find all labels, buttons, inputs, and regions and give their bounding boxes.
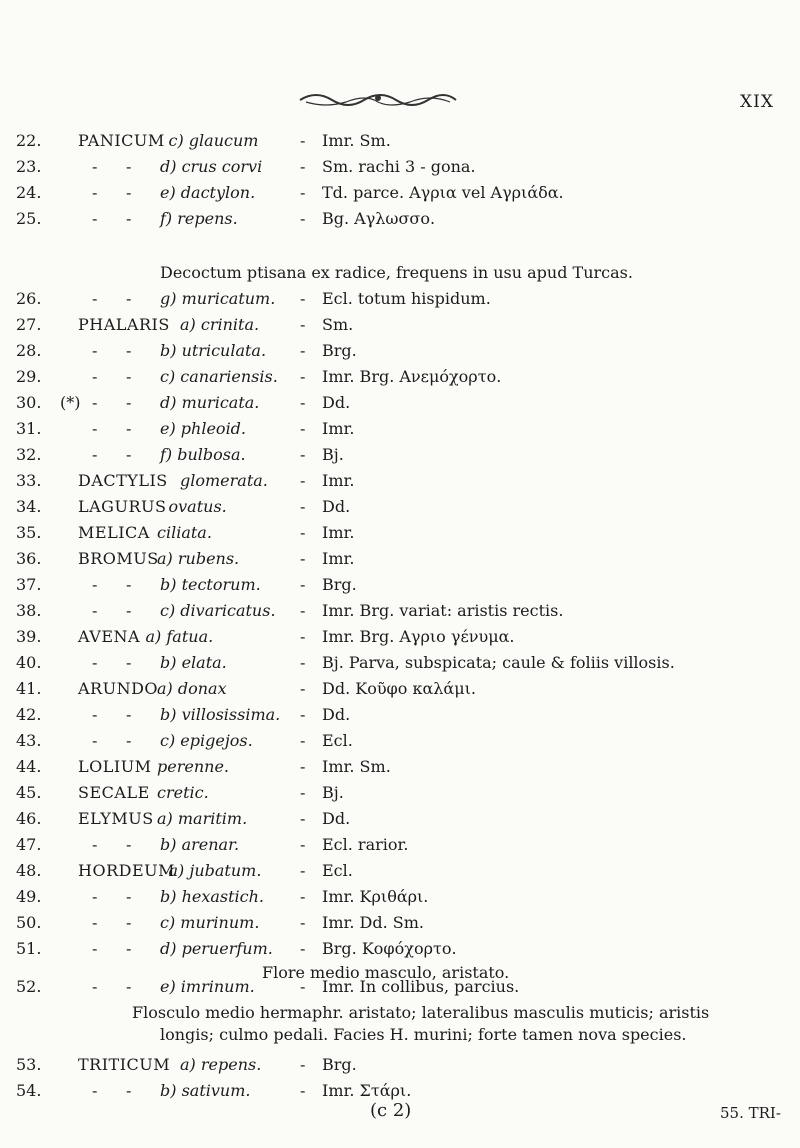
entry-number: 28.: [16, 341, 42, 360]
entry-locality: Imr. Sm.: [322, 131, 391, 150]
entry-species: b) elata.: [160, 653, 227, 672]
ditto-dash: -: [92, 367, 98, 386]
entry-separator: -: [300, 653, 306, 672]
ditto-dash: -: [126, 705, 132, 724]
entry-number: 51.: [16, 939, 42, 958]
entry-row: [0, 806, 800, 832]
entry-row: [0, 572, 800, 598]
entry-species: b) hexastich.: [160, 887, 265, 906]
entry-genus: TRITICUM: [78, 1055, 171, 1074]
entry-genus: MELICA: [78, 523, 150, 542]
ditto-dash: -: [126, 341, 132, 360]
entry-locality: Imr. Brg. Αγριο γένυμα.: [322, 627, 515, 646]
signature-mark: (c 2): [370, 1100, 412, 1121]
entry-species: d) peruerfum.: [160, 939, 273, 958]
entry-separator: -: [300, 627, 306, 646]
entry-separator: -: [300, 209, 306, 228]
entry-separator: -: [300, 977, 306, 996]
entry-row: [0, 1052, 800, 1078]
entry-row: [0, 494, 800, 520]
note-flosculo-1: Flosculo medio hermaphr. aristato; lateralibus masculis muticis; aristis: [132, 1003, 710, 1022]
entry-row: [0, 390, 800, 416]
entry-locality: Bj.: [322, 783, 344, 802]
entry-locality: Dd. Κοῦφο καλάμι.: [322, 679, 476, 698]
entry-number: 40.: [16, 653, 42, 672]
entry-locality: Bj.: [322, 445, 344, 464]
entry-row: [0, 154, 800, 180]
ditto-dash: -: [126, 575, 132, 594]
ditto-dash: -: [92, 575, 98, 594]
entry-row: [0, 650, 800, 676]
entry-species: a) crinita.: [180, 315, 260, 334]
entry-row: [0, 884, 800, 910]
entry-number: 32.: [16, 445, 42, 464]
entry-number: 47.: [16, 835, 42, 854]
entry-separator: -: [300, 131, 306, 150]
entry-separator: -: [300, 183, 306, 202]
ditto-dash: -: [92, 731, 98, 750]
entry-genus: ARUNDO: [78, 679, 159, 698]
ditto-dash: -: [92, 341, 98, 360]
entry-species: b) sativum.: [160, 1081, 251, 1100]
entry-locality: Imr. Brg. Ανεμόχορτο.: [322, 367, 502, 386]
entry-separator: -: [300, 783, 306, 802]
entry-species: a) donax: [157, 679, 227, 698]
entry-locality: Brg.: [322, 1055, 357, 1074]
entry-separator: -: [300, 393, 306, 412]
entry-row: [0, 910, 800, 936]
entry-locality: Brg.: [322, 575, 357, 594]
entry-row: [0, 702, 800, 728]
entry-species: b) utriculata.: [160, 341, 267, 360]
entry-locality: Imr. Dd. Sm.: [322, 913, 425, 932]
ditto-dash: -: [92, 209, 98, 228]
entry-number: 27.: [16, 315, 42, 334]
ditto-dash: -: [126, 835, 132, 854]
catchword: 55. TRI-: [720, 1104, 781, 1122]
ditto-dash: -: [126, 445, 132, 464]
entry-locality: Imr. In collibus, parcius.: [322, 977, 520, 996]
entry-locality: Bj. Parva, subspicata; caule & foliis villosis.: [322, 653, 675, 672]
entry-number: 26.: [16, 289, 42, 308]
entry-species: f) repens.: [160, 209, 238, 228]
entry-separator: -: [300, 549, 306, 568]
entry-locality: Sm.: [322, 315, 354, 334]
ditto-dash: -: [126, 393, 132, 412]
ditto-dash: -: [126, 887, 132, 906]
entry-number: 50.: [16, 913, 42, 932]
entry-species: perenne.: [157, 757, 229, 776]
entry-row: [0, 286, 800, 312]
entry-number: 48.: [16, 861, 42, 880]
entry-separator: -: [300, 471, 306, 490]
entry-separator: -: [300, 913, 306, 932]
entry-locality: Imr. Στάρι.: [322, 1081, 412, 1100]
entry-number: 30.: [16, 393, 42, 412]
entry-number: 53.: [16, 1055, 42, 1074]
entry-genus: AVENA: [78, 627, 141, 646]
ditto-dash: -: [92, 183, 98, 202]
entry-number: 54.: [16, 1081, 42, 1100]
entry-locality: Ecl. rarior.: [322, 835, 409, 854]
entry-species: b) arenar.: [160, 835, 240, 854]
ditto-dash: -: [92, 939, 98, 958]
entry-species: c) divaricatus.: [160, 601, 276, 620]
entry-number: 39.: [16, 627, 42, 646]
entry-species: glomerata.: [180, 471, 268, 490]
ditto-dash: -: [126, 977, 132, 996]
entry-row: [0, 624, 800, 650]
entry-species: f) bulbosa.: [160, 445, 246, 464]
ditto-dash: -: [92, 419, 98, 438]
entry-row: [0, 780, 800, 806]
ditto-dash: -: [126, 939, 132, 958]
entry-genus: LOLIUM: [78, 757, 152, 776]
entry-species: d) crus corvi: [160, 157, 263, 176]
entry-locality: Dd.: [322, 705, 351, 724]
entry-row: [0, 676, 800, 702]
ditto-dash: -: [126, 419, 132, 438]
ditto-dash: -: [126, 367, 132, 386]
entry-separator: -: [300, 419, 306, 438]
entry-separator: -: [300, 1055, 306, 1074]
entry-locality: Td. parce. Αγρια vel Αγριάδα.: [322, 183, 564, 202]
entry-separator: -: [300, 679, 306, 698]
entry-number: 38.: [16, 601, 42, 620]
entry-separator: -: [300, 731, 306, 750]
entry-row: [0, 206, 800, 232]
entry-row: [0, 364, 800, 390]
entry-separator: -: [300, 601, 306, 620]
entry-locality: Imr.: [322, 471, 355, 490]
entry-genus: DACTYLIS: [78, 471, 168, 490]
entry-number: 42.: [16, 705, 42, 724]
entry-species: e) dactylon.: [160, 183, 256, 202]
entry-genus: SECALE: [78, 783, 150, 802]
entry-number: 44.: [16, 757, 42, 776]
entry-genus: PHALARIS: [78, 315, 170, 334]
ditto-dash: -: [126, 157, 132, 176]
entry-locality: Imr. Brg. variat: aristis rectis.: [322, 601, 564, 620]
entry-locality: Dd.: [322, 809, 351, 828]
entry-mark: (*): [60, 393, 81, 412]
entry-number: 35.: [16, 523, 42, 542]
entry-locality: Ecl. totum hispidum.: [322, 289, 491, 308]
ditto-dash: -: [92, 1081, 98, 1100]
entry-number: 25.: [16, 209, 42, 228]
entry-row: [0, 832, 800, 858]
ditto-dash: -: [92, 157, 98, 176]
ditto-dash: -: [92, 601, 98, 620]
entry-number: 46.: [16, 809, 42, 828]
entry-row: [0, 468, 800, 494]
entry-species: e) phleoid.: [160, 419, 247, 438]
entry-genus: HORDEUM: [78, 861, 175, 880]
entry-number: 33.: [16, 471, 42, 490]
ditto-dash: -: [92, 887, 98, 906]
ditto-dash: -: [92, 653, 98, 672]
entry-number: 31.: [16, 419, 42, 438]
entry-separator: -: [300, 835, 306, 854]
entry-separator: -: [300, 445, 306, 464]
entry-separator: -: [300, 705, 306, 724]
ditto-dash: -: [126, 1081, 132, 1100]
entry-number: 49.: [16, 887, 42, 906]
entry-number: 52.: [16, 977, 42, 996]
entry-separator: -: [300, 757, 306, 776]
entry-species: a) fatua.: [145, 627, 214, 646]
entry-separator: -: [300, 1081, 306, 1100]
ditto-dash: -: [126, 913, 132, 932]
entry-row: [0, 754, 800, 780]
entry-species: c) epigejos.: [160, 731, 253, 750]
entry-number: 37.: [16, 575, 42, 594]
entry-row: [0, 180, 800, 206]
ditto-dash: -: [126, 653, 132, 672]
page-number: XIX: [740, 92, 774, 112]
entry-separator: -: [300, 887, 306, 906]
ditto-dash: -: [126, 183, 132, 202]
entry-species: ciliata.: [157, 523, 212, 542]
ditto-dash: -: [126, 289, 132, 308]
entry-row: [0, 312, 800, 338]
entry-separator: -: [300, 367, 306, 386]
entry-locality: Imr. Sm.: [322, 757, 391, 776]
entry-row: [0, 598, 800, 624]
ditto-dash: -: [126, 731, 132, 750]
note-flore: Flore medio masculo, aristato.: [262, 963, 510, 982]
entry-separator: -: [300, 315, 306, 334]
ditto-dash: -: [92, 393, 98, 412]
entry-number: 43.: [16, 731, 42, 750]
entry-number: 29.: [16, 367, 42, 386]
entry-genus: LAGURUS: [78, 497, 167, 516]
entry-number: 34.: [16, 497, 42, 516]
entry-number: 22.: [16, 131, 42, 150]
entry-locality: Ecl.: [322, 731, 353, 750]
entry-species: ovatus.: [168, 497, 227, 516]
entry-separator: -: [300, 939, 306, 958]
entry-separator: -: [300, 157, 306, 176]
entry-locality: Brg. Κοφόχορτο.: [322, 939, 457, 958]
entry-species: b) villosissima.: [160, 705, 281, 724]
entry-locality: Imr.: [322, 419, 355, 438]
entry-locality: Dd.: [322, 393, 351, 412]
entry-number: 23.: [16, 157, 42, 176]
entry-locality: Bg. Αγλωσσο.: [322, 209, 436, 228]
entry-locality: Ecl.: [322, 861, 353, 880]
entry-row: [0, 338, 800, 364]
entry-genus: PANICUM: [78, 131, 165, 150]
ditto-dash: -: [92, 835, 98, 854]
entry-species: a) rubens.: [157, 549, 240, 568]
entry-species: e) imrinum.: [160, 977, 255, 996]
entry-separator: -: [300, 809, 306, 828]
entry-number: 24.: [16, 183, 42, 202]
entry-row: [0, 520, 800, 546]
entry-species: c) murinum.: [160, 913, 260, 932]
entry-species: a) repens.: [180, 1055, 262, 1074]
entry-species: c) canariensis.: [160, 367, 278, 386]
entry-separator: -: [300, 497, 306, 516]
entry-locality: Sm. rachi 3 - gona.: [322, 157, 476, 176]
entry-locality: Imr.: [322, 523, 355, 542]
entry-genus: ELYMUS: [78, 809, 154, 828]
entry-species: cretic.: [157, 783, 209, 802]
note-flosculo-2: longis; culmo pedali. Facies H. murini; forte tamen nova species.: [160, 1025, 687, 1044]
entry-species: a) maritim.: [157, 809, 248, 828]
entry-row: [0, 128, 800, 154]
ditto-dash: -: [92, 913, 98, 932]
entry-locality: Imr. Κριθάρι.: [322, 887, 429, 906]
entry-number: 36.: [16, 549, 42, 568]
entry-locality: Imr.: [322, 549, 355, 568]
entry-species: g) muricatum.: [160, 289, 276, 308]
entry-number: 45.: [16, 783, 42, 802]
ditto-dash: -: [92, 977, 98, 996]
entry-row: [0, 936, 800, 962]
note-decoctum: Decoctum ptisana ex radice, frequens in usu apud Turcas.: [160, 263, 633, 282]
ditto-dash: -: [126, 601, 132, 620]
entry-species: b) tectorum.: [160, 575, 261, 594]
entry-row: [0, 728, 800, 754]
entry-row: [0, 416, 800, 442]
entry-row: [0, 546, 800, 572]
entry-separator: -: [300, 575, 306, 594]
entry-separator: -: [300, 861, 306, 880]
entry-locality: Dd.: [322, 497, 351, 516]
entry-species: c) glaucum: [168, 131, 259, 150]
entry-locality: Brg.: [322, 341, 357, 360]
ditto-dash: -: [92, 445, 98, 464]
entry-row: [0, 442, 800, 468]
entry-separator: -: [300, 523, 306, 542]
ditto-dash: -: [92, 289, 98, 308]
ditto-dash: -: [92, 705, 98, 724]
entry-separator: -: [300, 289, 306, 308]
entry-genus: BROMUS: [78, 549, 159, 568]
entry-number: 41.: [16, 679, 42, 698]
entry-row: [0, 858, 800, 884]
entry-species: d) muricata.: [160, 393, 260, 412]
entry-species: a) jubatum.: [168, 861, 262, 880]
header-ornament-icon: [296, 88, 460, 108]
entry-separator: -: [300, 341, 306, 360]
ditto-dash: -: [126, 209, 132, 228]
